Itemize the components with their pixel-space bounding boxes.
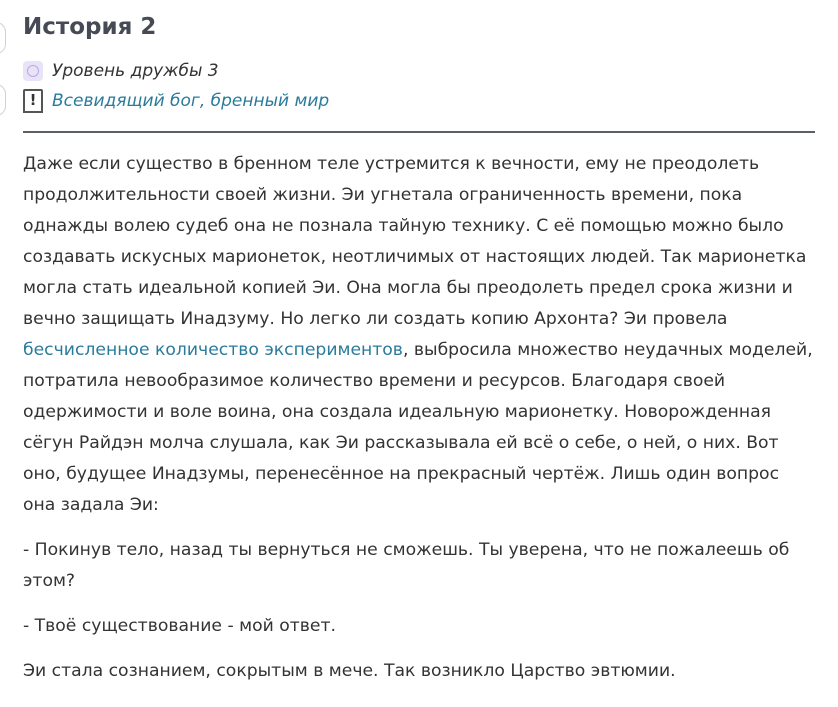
- experiments-link[interactable]: бесчисленное количество экспериментов: [23, 340, 403, 360]
- friendship-requirement: [23, 56, 815, 86]
- story-paragraph-1: [23, 149, 815, 521]
- quest-link[interactable]: Всевидящий бог, бренный мир: [52, 91, 330, 111]
- friendship-icon: [23, 61, 43, 81]
- story-panel: [23, 0, 815, 687]
- story-title: История 2: [23, 14, 157, 40]
- divider: [23, 131, 815, 133]
- story-paragraph-3: - Твоё существование - мой ответ.: [23, 616, 336, 636]
- story-meta: [23, 56, 815, 116]
- story-text: [23, 149, 815, 687]
- friendship-label: Уровень дружбы 3: [52, 61, 219, 81]
- quest-requirement: [23, 86, 815, 116]
- edge-tab-bottom: [0, 84, 6, 116]
- edge-tab-top: [0, 22, 6, 54]
- paragraph-text: , выбросила множество неудачных моделей, потратила невообразимое количество времени и ресурсов. Благодаря своей одержимости и воле воина, она создала идеальную марионетку. Новорожденная сёгун Райдэн молча слушала, как Эи рассказывала ей всё о себе, о ней, о них. Вот оно, будущее Инадзумы, перенесённое на прекрасный чертёж. Лишь один вопрос она задала Эи:: [23, 340, 813, 515]
- quest-icon: !: [23, 89, 43, 113]
- paragraph-text: Даже если существо в бренном теле устремится к вечности, ему не преодолеть продолжительности своей жизни. Эи угнетала ограниченность времени, пока однажды волею судеб она не познала тайную технику. С её помощью можно было создавать искусных марионеток, неотличимых от настоящих людей. Так марионетка могла стать идеальной копией Эи. Она могла бы преодолеть предел срока жизни и вечно защищать Инадзуму. Но легко ли создать копию Архонта? Эи провела: [23, 154, 807, 329]
- story-paragraph-4: Эи стала сознанием, сокрытым в мече. Так возникло Царство эвтюмии.: [23, 661, 676, 681]
- story-paragraph-2: - Покинув тело, назад ты вернуться не сможешь. Ты уверена, что не пожалеешь об этом?: [23, 540, 790, 591]
